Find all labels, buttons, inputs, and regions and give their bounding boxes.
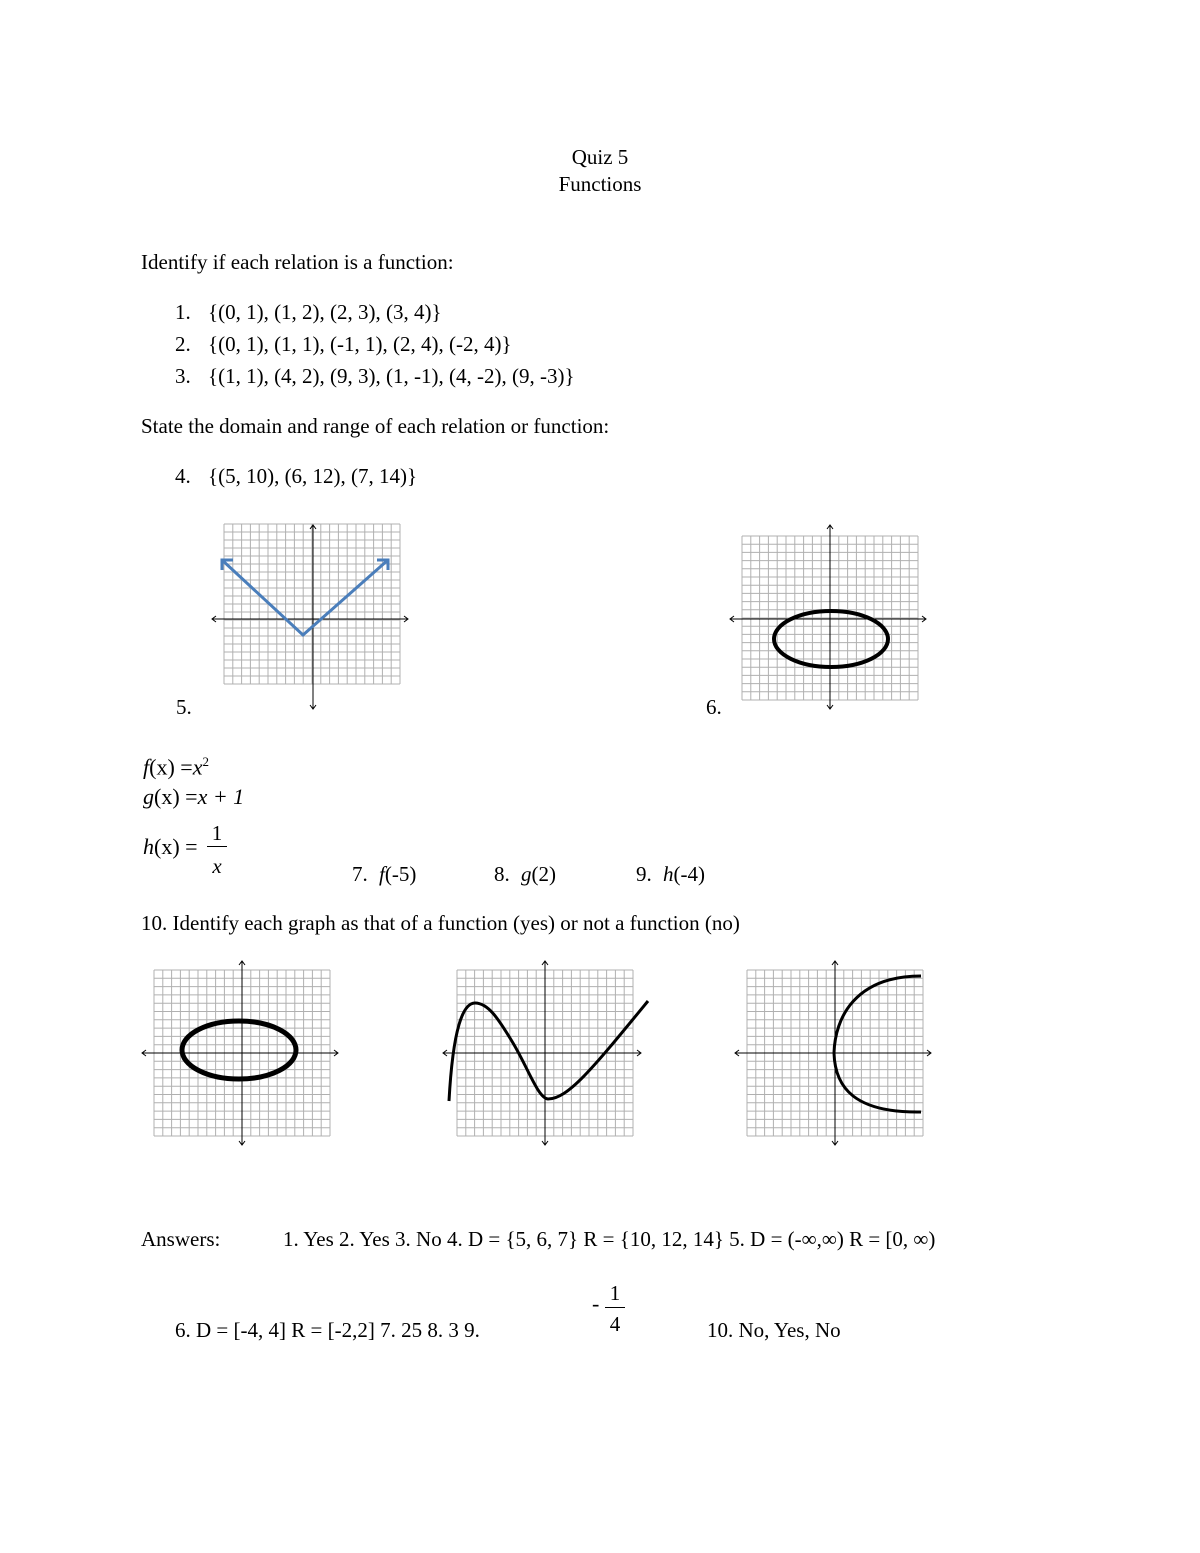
function-h	[143, 834, 198, 860]
graph-grid	[224, 524, 400, 684]
v-line	[222, 560, 388, 635]
graph-5-absolute-value	[212, 522, 412, 712]
graph-6-ellipse	[730, 522, 930, 712]
evaluate-fn: h	[663, 862, 674, 886]
relation-curve	[834, 976, 921, 1112]
item-text: {(5, 10), (6, 12), (7, 14)}	[208, 464, 418, 488]
evaluate-number: 8.	[494, 862, 510, 886]
answer-9-denominator: 4	[609, 1312, 621, 1336]
h-numerator: 1	[211, 821, 223, 845]
h-name: h	[143, 834, 154, 859]
g-rhs: x + 1	[197, 784, 245, 809]
f-lhs: (x) =	[149, 754, 193, 780]
answer-9-numerator: 1	[609, 1281, 621, 1305]
h-lhs: (x) =	[154, 834, 198, 859]
g-lhs: (x) =	[154, 784, 198, 809]
list-item	[175, 363, 575, 389]
answers-label: Answers:	[141, 1227, 221, 1251]
evaluate-item-9	[636, 861, 705, 887]
list-item	[175, 331, 512, 357]
f-name: f	[143, 754, 150, 780]
answer-9-fraction-bar	[605, 1307, 625, 1308]
answers-line-1: 1. Yes 2. Yes 3. No 4. D = {5, 6, 7} R = {10, 12, 14} 5. D = (-∞,∞) R = [0, ∞)	[283, 1227, 936, 1251]
quiz-subtitle: Functions	[558, 172, 642, 196]
graph-10c-sideways-parabola	[735, 958, 935, 1148]
f-exponent: 2	[202, 754, 209, 769]
quiz-title: Quiz 5	[571, 145, 629, 169]
item-number: 2.	[175, 332, 191, 356]
evaluate-item-8	[494, 861, 556, 887]
item-number: 3.	[175, 364, 191, 388]
graph-5-label: 5.	[176, 695, 192, 719]
item-text: {(1, 1), (4, 2), (9, 3), (1, -1), (4, -2), (9, -3)}	[208, 364, 575, 388]
function-g	[143, 784, 244, 810]
h-denominator: x	[212, 854, 222, 878]
graph-6-label: 6.	[706, 695, 722, 719]
evaluate-arg: (-4)	[673, 862, 705, 886]
evaluate-arg: (-5)	[384, 862, 417, 886]
evaluate-fn: g	[521, 862, 532, 886]
item-number: 1.	[175, 300, 191, 324]
evaluate-item-7	[352, 861, 416, 887]
list-item	[175, 299, 442, 325]
evaluate-number: 9.	[636, 862, 652, 886]
instruction-domain-range: State the domain and range of each relation or function:	[141, 414, 610, 438]
answers-line-2-part-2: 10. No, Yes, No	[707, 1318, 841, 1342]
evaluate-number: 7.	[352, 862, 368, 886]
function-f	[143, 749, 209, 780]
answers-line-2-part-1: 6. D = [-4, 4] R = [-2,2] 7. 25 8. 3 9.	[175, 1318, 480, 1342]
evaluate-fn: f	[379, 862, 385, 886]
item-text: {(0, 1), (1, 1), (-1, 1), (2, 4), (-2, 4)}	[208, 332, 512, 356]
answer-9-sign: -	[592, 1291, 600, 1316]
h-fraction-bar	[207, 846, 227, 847]
f-var: x	[192, 754, 203, 780]
list-item	[175, 463, 417, 489]
graph-10b-cubic	[443, 958, 653, 1148]
g-name: g	[143, 784, 154, 809]
graph-10a-ellipse	[142, 958, 342, 1148]
evaluate-arg: (2)	[531, 862, 556, 886]
item-number: 4.	[175, 464, 191, 488]
item-text: {(0, 1), (1, 2), (2, 3), (3, 4)}	[208, 300, 442, 324]
question-10: 10. Identify each graph as that of a function (yes) or not a function (no)	[141, 911, 740, 935]
instruction-functions: Identify if each relation is a function:	[141, 250, 454, 274]
ellipse-curve	[182, 1021, 296, 1079]
